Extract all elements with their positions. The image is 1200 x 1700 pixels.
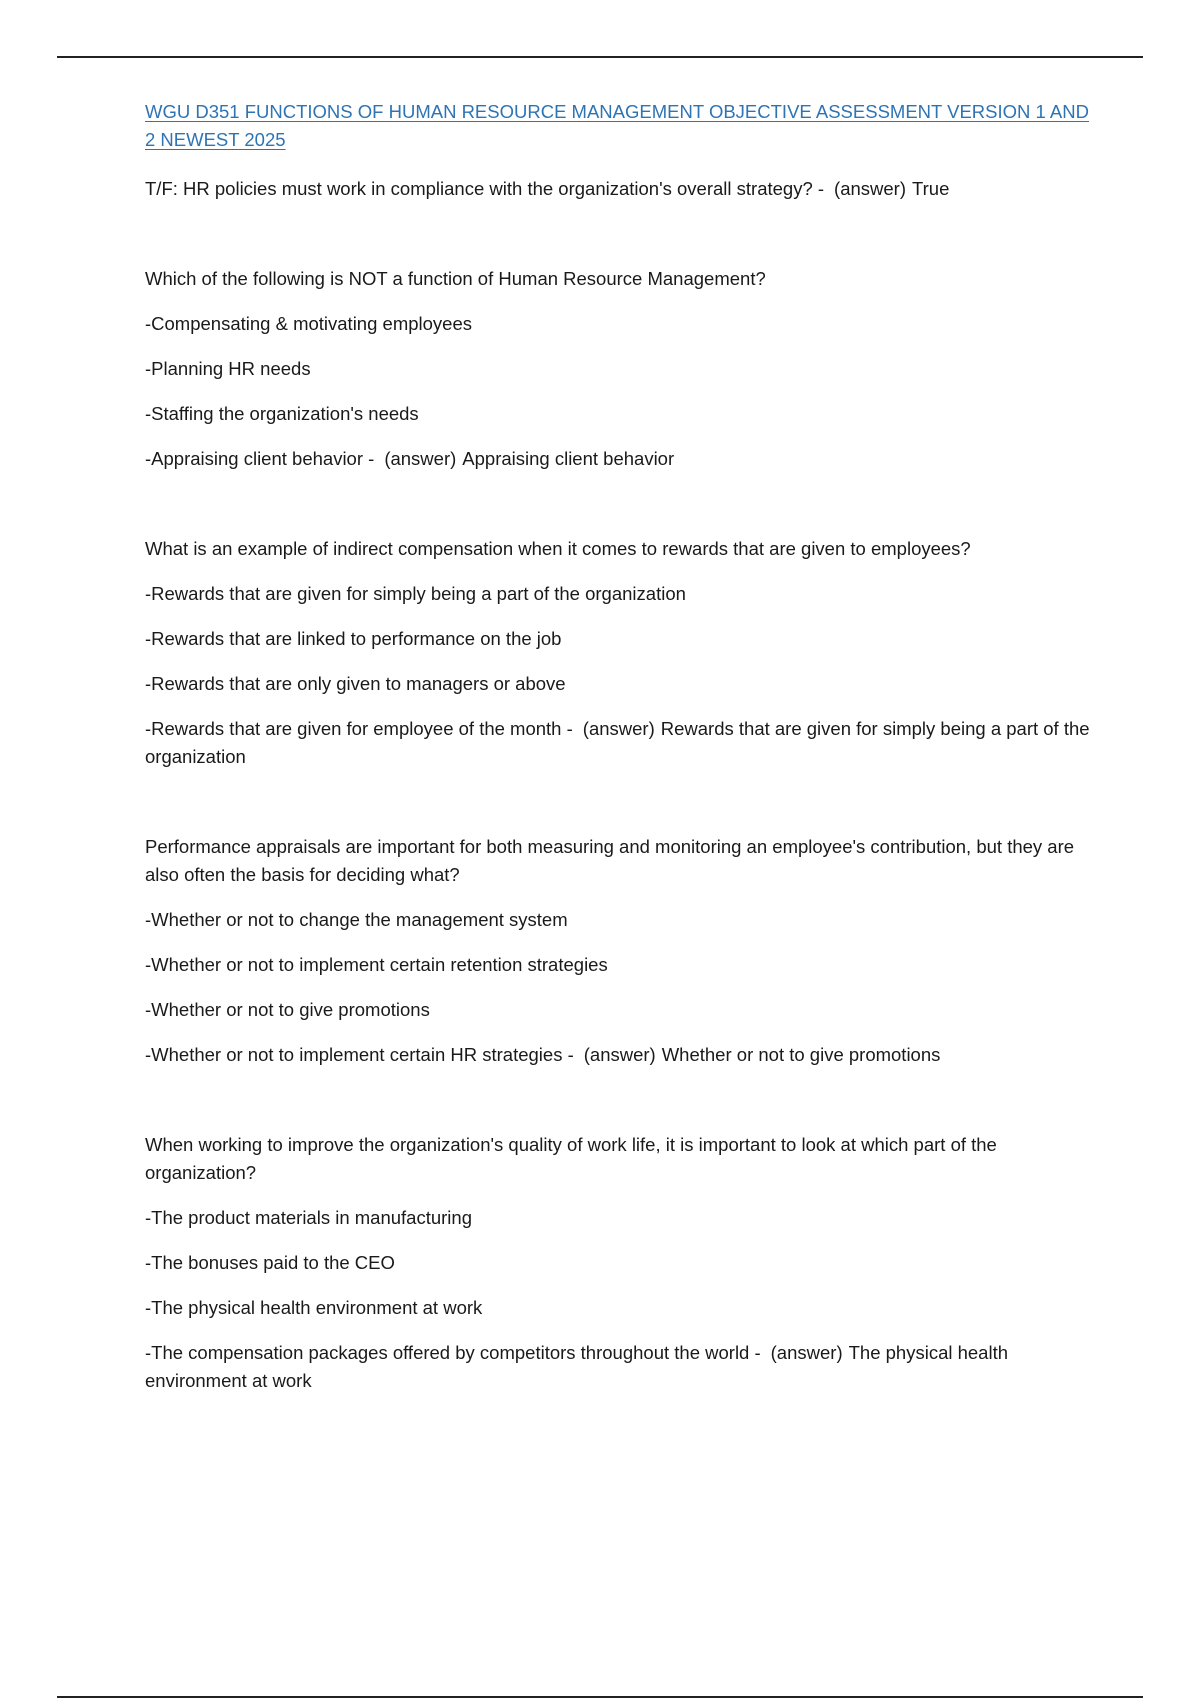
spacer xyxy=(145,490,1090,535)
question-block-2 xyxy=(145,265,1090,473)
answer-tag: (answer) xyxy=(384,448,457,469)
spacer xyxy=(145,220,1090,265)
option-item: -Rewards that are given for employee of the month - xyxy=(145,718,573,739)
spacer xyxy=(145,1086,1090,1131)
option-item: -Appraising client behavior - xyxy=(145,448,375,469)
document-title-link[interactable]: WGU D351 FUNCTIONS OF HUMAN RESOURCE MANAGEMENT OBJECTIVE ASSESSMENT VERSION 1 AND 2 NEWEST 2025 xyxy=(145,101,1089,150)
answer-text: True xyxy=(912,178,950,199)
question-prompt: Which of the following is NOT a function of Human Resource Management? xyxy=(145,268,766,289)
question-block-3 xyxy=(145,535,1090,771)
question-text xyxy=(145,175,1090,203)
option-item: -The bonuses paid to the CEO xyxy=(145,1252,395,1273)
answer-tag: (answer) xyxy=(834,178,907,199)
option-with-answer xyxy=(145,1339,1090,1395)
question-prompt: What is an example of indirect compensation when it comes to rewards that are given to employees? xyxy=(145,538,971,559)
option-item: -Whether or not to change the management system xyxy=(145,909,568,930)
option-item: -Whether or not to implement certain HR strategies - xyxy=(145,1044,574,1065)
option-item: -Whether or not to implement certain retention strategies xyxy=(145,954,608,975)
answer-text: The physical health environment at work xyxy=(145,1342,1009,1391)
option-with-answer xyxy=(145,1041,1090,1069)
question-block-5 xyxy=(145,1131,1090,1395)
answer-tag: (answer) xyxy=(770,1342,843,1363)
question-block-4 xyxy=(145,833,1090,1069)
option-item: -The physical health environment at work xyxy=(145,1297,483,1318)
question-block-1 xyxy=(145,175,1090,203)
option-item: -Whether or not to give promotions xyxy=(145,999,430,1020)
question-prompt: When working to improve the organization's quality of work life, it is important to look at which part of the organization? xyxy=(145,1134,997,1183)
answer-tag: (answer) xyxy=(582,718,655,739)
option-with-answer xyxy=(145,445,1090,473)
document-body xyxy=(145,98,1090,1412)
spacer xyxy=(145,788,1090,833)
option-item: -The compensation packages offered by competitors throughout the world - xyxy=(145,1342,761,1363)
option-item: -Compensating & motivating employees xyxy=(145,313,472,334)
question-prompt: Performance appraisals are important for both measuring and monitoring an employee's contribution, but they are also often the basis for deciding what? xyxy=(145,836,1075,885)
option-with-answer xyxy=(145,715,1090,771)
option-item: -Rewards that are linked to performance on the job xyxy=(145,628,562,649)
answer-text: Appraising client behavior xyxy=(462,448,675,469)
top-rule xyxy=(57,56,1143,58)
answer-text: Rewards that are given for simply being a part of the organization xyxy=(145,718,1090,767)
answer-text: Whether or not to give promotions xyxy=(661,1044,941,1065)
option-item: -Planning HR needs xyxy=(145,358,311,379)
bottom-rule xyxy=(57,1696,1143,1698)
option-item: -Staffing the organization's needs xyxy=(145,403,419,424)
option-item: -The product materials in manufacturing xyxy=(145,1207,472,1228)
option-item: -Rewards that are given for simply being a part of the organization xyxy=(145,583,686,604)
option-item: -Rewards that are only given to managers or above xyxy=(145,673,566,694)
answer-tag: (answer) xyxy=(583,1044,656,1065)
question-prompt: T/F: HR policies must work in compliance with the organization's overall strategy? - xyxy=(145,178,825,199)
